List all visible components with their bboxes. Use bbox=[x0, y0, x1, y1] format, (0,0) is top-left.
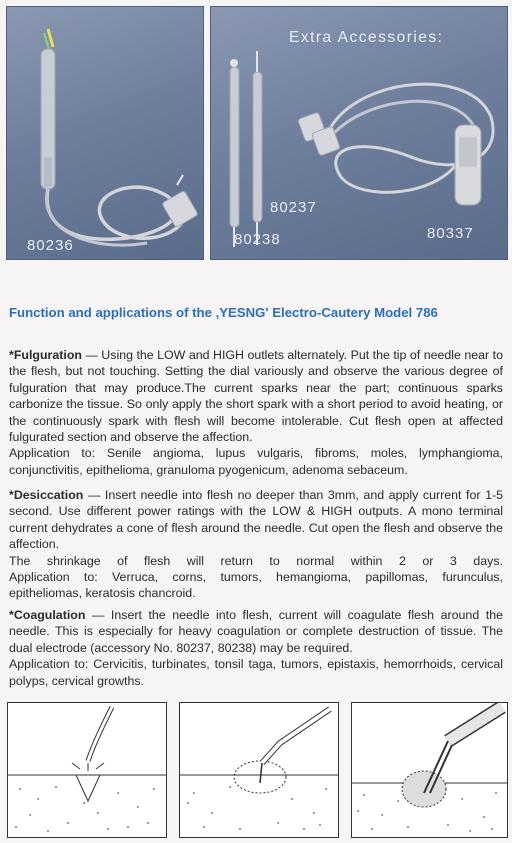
cautery-handpiece-illustration bbox=[7, 7, 203, 259]
accessories-title: Extra Accessories: bbox=[289, 29, 444, 46]
product-photo-accessories bbox=[210, 6, 508, 260]
product-code-label: 80236 bbox=[27, 237, 74, 254]
coagulation-text: — Insert the needle into flesh, current will coagulate flesh around the needle. This is especially for heavy coagulation or complete destruction of tissue. The dual electrode (accessory No. 80237, 80238) may be required. bbox=[9, 608, 503, 655]
product-code-label: 80237 bbox=[270, 199, 317, 216]
fulguration-sketch bbox=[7, 702, 167, 838]
desiccation-needle-sketch bbox=[180, 703, 338, 837]
fulguration-title: *Fulguration bbox=[9, 348, 82, 362]
desiccation-sketch bbox=[179, 702, 339, 838]
desiccation-title: *Desiccation bbox=[9, 488, 84, 502]
product-photo-80236 bbox=[6, 6, 204, 260]
desiccation-paragraph bbox=[9, 487, 503, 602]
section-heading: Function and applications of the ,YESNG' Electro-Cautery Model 786 bbox=[9, 305, 438, 320]
coagulation-sketch bbox=[351, 702, 508, 838]
product-code-label: 80337 bbox=[427, 225, 474, 242]
product-code-label: 80238 bbox=[234, 231, 281, 248]
fulguration-application: Application to: Senile angioma, lupus vulgaris, fibroms, moles, lymphangioma, conjunctivitis, epithelioma, granuloma pyogenicum, adenoma sebaceum. bbox=[9, 446, 503, 477]
desiccation-application: Application to: Verruca, corns, tumors, hemangioma, papillomas, furunculus, epitheliomas, keratosis chancroid. bbox=[9, 570, 503, 601]
coagulation-application: Application to: Cervicitis, turbinates, tonsil taga, tumors, epistaxis, hemorrhoids, cervical polyps, cervical growths. bbox=[9, 657, 503, 688]
coagulation-paragraph bbox=[9, 607, 503, 689]
fulguration-text: — Using the LOW and HIGH outlets alternately. Put the tip of needle near to the flesh, but not touching. Setting the dial variously and observe the various degree of fulguration that may produce.The current sparks near the part; continuous sparks carbonize the tissue. So only apply the short spark with a short period to avoid heating, or the continuously spark with flesh will become intolerable. Cut flesh open at affected fulgurated section and observe the affection. bbox=[9, 348, 503, 445]
fulguration-needle-sketch bbox=[8, 703, 166, 837]
desiccation-shrinkage-note: The shrinkage of flesh will return to normal within 2 or 3 days. bbox=[9, 553, 503, 568]
coagulation-needle-sketch bbox=[352, 703, 507, 837]
coagulation-title: *Coagulation bbox=[9, 608, 86, 622]
desiccation-text: — Insert needle into flesh no deeper than 3mm, and apply current for 1-5 second. Use different power ratings with the LOW & HIGH outputs. A mono terminal current dehydrates a cone of flesh around the needle. Cut open the flesh and observe the affection. bbox=[9, 488, 503, 552]
fulguration-paragraph bbox=[9, 347, 503, 478]
